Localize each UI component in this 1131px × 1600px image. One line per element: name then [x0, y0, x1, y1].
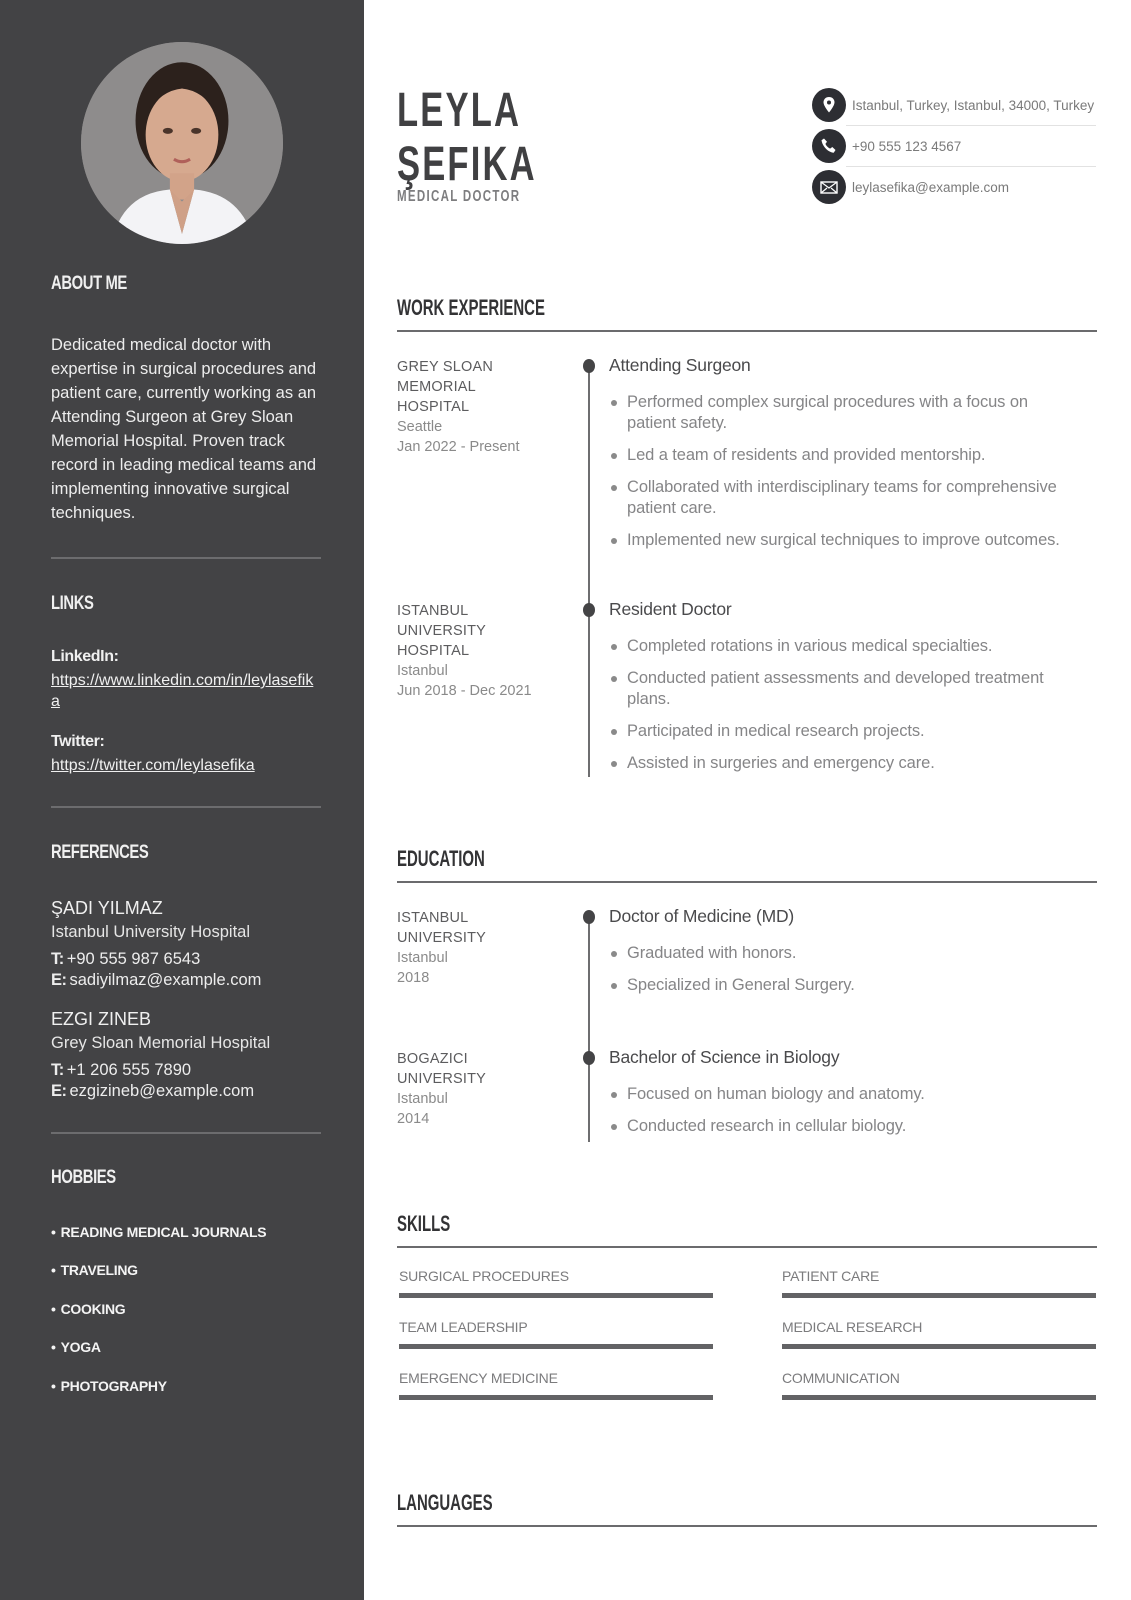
reference-email	[51, 971, 261, 990]
phone-text: +90 555 123 4567	[852, 138, 962, 154]
edu-detail: Specialized in General Surgery.	[609, 975, 1079, 996]
duty-item: Participated in medical research projects.	[609, 721, 1079, 742]
skill-label: TEAM LEADERSHIP	[399, 1319, 528, 1335]
reference-org: Grey Sloan Memorial Hospital	[51, 1034, 271, 1052]
work-heading: WORK EXPERIENCE	[397, 295, 545, 320]
twitter-link[interactable]: https://twitter.com/leylasefika	[51, 757, 255, 774]
phone-value: +90 555 987 6543	[66, 950, 201, 968]
skill-label: EMERGENCY MEDICINE	[399, 1370, 558, 1386]
work-location: Istanbul	[397, 663, 448, 679]
divider	[51, 557, 321, 559]
skill-fill	[399, 1344, 713, 1349]
duties-list	[609, 636, 1079, 785]
duty-item: Implemented new surgical techniques to improve outcomes.	[609, 530, 1079, 551]
edu-detail: Graduated with honors.	[609, 943, 1079, 964]
timeline-dot	[583, 910, 595, 924]
last-name: ŞEFIKA	[397, 138, 537, 191]
contact-divider	[846, 166, 1096, 167]
skill-bar	[399, 1395, 713, 1400]
skill-bar	[399, 1293, 713, 1298]
education-heading: EDUCATION	[397, 846, 485, 871]
main-content	[364, 0, 1131, 1600]
skill-item	[399, 1319, 713, 1349]
address-text: Istanbul, Turkey, Istanbul, 34000, Turkey	[852, 97, 1095, 113]
skill-item	[782, 1319, 1096, 1349]
about-text: Dedicated medical doctor with expertise in surgical procedures and patient care, currently working as an Attending Surgeon at Grey Sloan Memorial Hospital. Proven track record in leading medical teams and implementing innovative surgical techniques.	[51, 336, 317, 522]
email-text: leylasefika@example.com	[852, 179, 1010, 195]
employer: GREY SLOAN MEMORIAL HOSPITAL	[397, 359, 494, 415]
edu-detail: Conducted research in cellular biology.	[609, 1116, 1079, 1137]
reference-email	[51, 1082, 254, 1101]
work-location: Seattle	[397, 419, 443, 435]
degree-title: Doctor of Medicine (MD)	[609, 906, 795, 926]
skill-fill	[782, 1395, 1096, 1400]
duty-item: Collaborated with interdisciplinary teams for comprehensive patient care.	[609, 477, 1079, 519]
hobby-item: • YOGA	[51, 1339, 101, 1355]
skill-label: SURGICAL PROCEDURES	[399, 1268, 569, 1284]
skill-bar	[399, 1344, 713, 1349]
twitter-label: Twitter:	[51, 733, 105, 750]
edu-location: Istanbul	[397, 950, 448, 966]
edu-location: Istanbul	[397, 1091, 448, 1107]
reference-phone	[51, 950, 200, 969]
phone-value: +1 206 555 7890	[66, 1061, 192, 1079]
contact-email	[846, 170, 1131, 204]
divider	[51, 806, 321, 808]
reference-phone	[51, 1061, 191, 1080]
skill-label: PATIENT CARE	[782, 1268, 880, 1284]
edu-year: 2018	[397, 970, 430, 986]
skill-fill	[782, 1293, 1096, 1298]
hobby-item: • PHOTOGRAPHY	[51, 1378, 167, 1394]
skill-item	[399, 1370, 713, 1400]
duty-item: Performed complex surgical procedures with a focus on patient safety.	[609, 392, 1079, 434]
contact-phone	[846, 129, 1131, 163]
skill-bar	[782, 1293, 1096, 1298]
email-label: E:	[51, 1082, 67, 1100]
contact-divider	[846, 125, 1096, 126]
institution: BOGAZICI UNIVERSITY	[397, 1051, 487, 1087]
hobbies-heading: HOBBIES	[51, 1167, 116, 1188]
reference-name: EZGI ZINEB	[51, 1009, 152, 1029]
timeline-line	[588, 916, 590, 1142]
skill-fill	[399, 1293, 713, 1298]
hobby-item: • COOKING	[51, 1301, 125, 1317]
section-rule	[397, 1246, 1097, 1248]
full-name	[397, 84, 537, 192]
references-heading: REFERENCES	[51, 842, 149, 863]
timeline-dot	[583, 603, 595, 617]
edu-detail: Focused on human biology and anatomy.	[609, 1084, 1079, 1105]
phone-icon	[812, 129, 846, 163]
duty-item: Completed rotations in various medical specialties.	[609, 636, 1079, 657]
section-rule	[397, 330, 1097, 332]
about-heading: ABOUT ME	[51, 273, 127, 294]
job-title: MEDICAL DOCTOR	[397, 188, 521, 205]
sidebar	[0, 0, 364, 1600]
skill-item	[782, 1370, 1096, 1400]
skill-fill	[782, 1344, 1096, 1349]
timeline-line	[588, 365, 590, 777]
contact-address	[846, 88, 1131, 122]
first-name: LEYLA	[397, 84, 522, 137]
location-pin-icon	[812, 88, 846, 122]
institution: ISTANBUL UNIVERSITY	[397, 910, 487, 946]
section-rule	[397, 881, 1097, 883]
skill-fill	[399, 1395, 713, 1400]
phone-label: T:	[51, 1061, 64, 1079]
work-dates: Jan 2022 - Present	[397, 439, 520, 455]
degree-title: Bachelor of Science in Biology	[609, 1047, 840, 1067]
timeline-dot	[583, 1051, 595, 1065]
hobby-item: • TRAVELING	[51, 1262, 138, 1278]
work-dates: Jun 2018 - Dec 2021	[397, 683, 532, 699]
employer: ISTANBUL UNIVERSITY HOSPITAL	[397, 603, 486, 659]
skill-label: COMMUNICATION	[782, 1370, 900, 1386]
skill-label: MEDICAL RESEARCH	[782, 1319, 923, 1335]
languages-heading: LANGUAGES	[397, 1490, 493, 1515]
section-rule	[397, 1525, 1097, 1527]
edu-year: 2014	[397, 1111, 430, 1127]
linkedin-link[interactable]: https://www.linkedin.com/in/leylasefika	[51, 672, 314, 710]
duties-list	[609, 392, 1079, 562]
role-title: Attending Surgeon	[609, 355, 751, 375]
reference-org: Istanbul University Hospital	[51, 923, 250, 941]
linkedin-label: LinkedIn:	[51, 648, 119, 665]
reference-name: ŞADI YILMAZ	[51, 898, 163, 918]
timeline-dot	[583, 359, 595, 373]
skill-bar	[782, 1344, 1096, 1349]
email-label: E:	[51, 971, 67, 989]
links-heading: LINKS	[51, 593, 94, 614]
divider	[51, 1132, 321, 1134]
envelope-icon	[812, 170, 846, 204]
skill-item	[782, 1268, 1096, 1298]
skill-bar	[782, 1395, 1096, 1400]
email-value: ezgizineb@example.com	[69, 1082, 255, 1100]
skills-heading: SKILLS	[397, 1211, 451, 1236]
portrait-image	[81, 42, 283, 244]
profile-photo	[81, 42, 283, 244]
duty-item: Led a team of residents and provided mentorship.	[609, 445, 1079, 466]
role-title: Resident Doctor	[609, 599, 732, 619]
hobby-item: • READING MEDICAL JOURNALS	[51, 1224, 266, 1240]
phone-label: T:	[51, 950, 64, 968]
edu-details	[609, 1084, 1079, 1148]
skill-item	[399, 1268, 713, 1298]
duty-item: Conducted patient assessments and developed treatment plans.	[609, 668, 1079, 710]
edu-details	[609, 943, 1079, 1007]
duty-item: Assisted in surgeries and emergency care.	[609, 753, 1079, 774]
email-value: sadiyilmaz@example.com	[69, 971, 262, 989]
